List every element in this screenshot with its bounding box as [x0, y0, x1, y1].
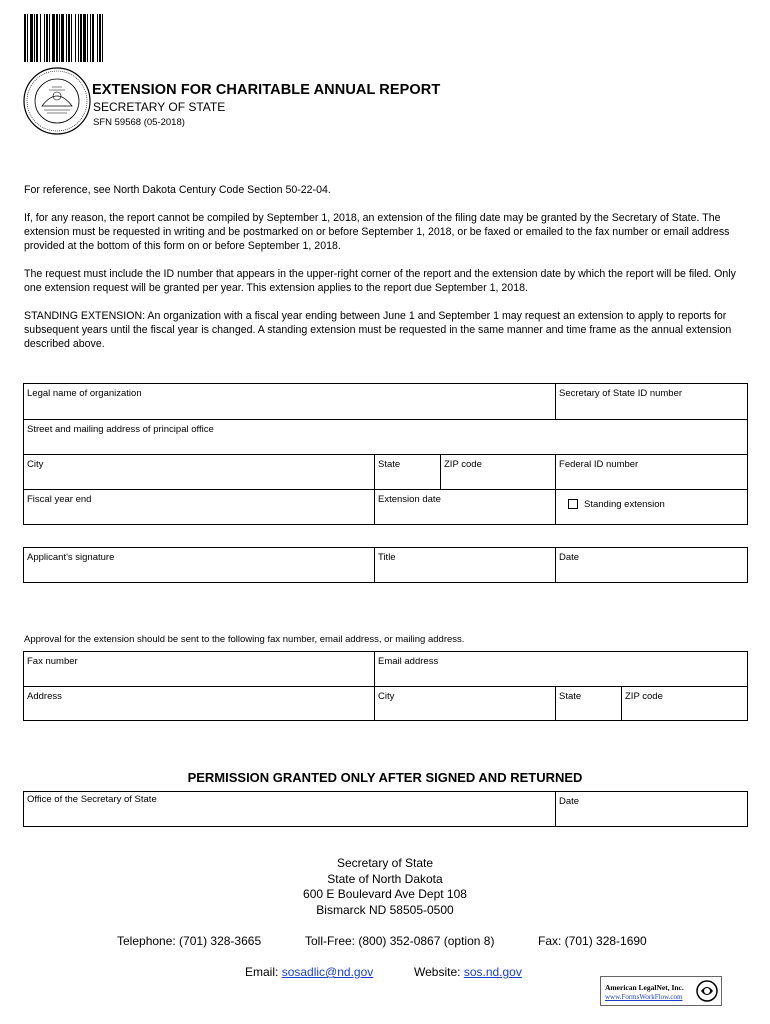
permission-heading: PERMISSION GRANTED ONLY AFTER SIGNED AND RETURNED	[187, 770, 583, 785]
telephone: Telephone: (701) 328-3665	[117, 934, 262, 948]
barcode-bar	[103, 14, 105, 62]
barcode	[24, 14, 178, 62]
instructions-paragraph-1: If, for any reason, the report cannot be compiled by September 1, 2018, an extension of the filing date may be granted by the Secretary of State. The extension must be requested in writing and be postmarked on or before September 1, 2018, or be faxed or emailed to the fax number or email address provided at the bottom of this form on or before September 1, 2018.	[24, 212, 730, 252]
email-address-label: Email address	[378, 656, 439, 667]
state-label: State	[378, 459, 401, 470]
approval-city-label: City	[378, 691, 395, 702]
mailing-line-1: Secretary of State	[336, 856, 434, 870]
office-field[interactable]	[24, 792, 556, 827]
address-label: Address	[27, 691, 62, 702]
sos-id-label: Secretary of State ID number	[559, 388, 683, 399]
title-field[interactable]	[375, 548, 556, 583]
city-field[interactable]	[24, 455, 375, 490]
federal-id-field[interactable]	[556, 455, 748, 490]
organization-info-table	[23, 383, 748, 525]
legal-name-label: Legal name of organization	[27, 388, 142, 399]
website-link[interactable]: sos.nd.gov	[463, 965, 522, 979]
website-label: Website:	[414, 965, 461, 979]
approval-zip-field[interactable]	[622, 687, 748, 721]
state-field[interactable]	[375, 455, 441, 490]
standing-extension-label: Standing extension	[584, 499, 665, 510]
legal-name-field[interactable]	[24, 384, 556, 420]
signature-date-field[interactable]	[556, 548, 748, 583]
approval-state-field[interactable]	[556, 687, 622, 721]
mailing-address	[0, 856, 770, 918]
applicant-signature-field[interactable]	[24, 548, 375, 583]
form-title: EXTENSION FOR CHARITABLE ANNUAL REPORT	[92, 82, 441, 98]
toll-free: Toll-Free: (800) 352-0867 (option 8)	[305, 934, 495, 948]
standing-extension-paragraph: STANDING EXTENSION: An organization with a fiscal year ending between June 1 and September 1 may request an extension to apply to reports for subsequent years until the fiscal year is changed. A standing extension must be requested in the same manner and time frame as the annual extension described above.	[24, 310, 732, 350]
approval-contact-table	[23, 651, 748, 721]
permission-table	[23, 791, 748, 827]
fiscal-year-end-field[interactable]	[24, 490, 375, 525]
signature-date-label: Date	[559, 552, 580, 563]
extension-date-label: Extension date	[378, 494, 441, 505]
reference-text: For reference, see North Dakota Century Code Section 50-22-04.	[24, 184, 331, 196]
zip-label: ZIP code	[444, 459, 482, 470]
email-line	[245, 965, 373, 979]
approval-state-label: State	[559, 691, 582, 702]
state-seal-icon	[22, 66, 92, 136]
mailing-line-3: 600 E Boulevard Ave Dept 108	[303, 887, 467, 901]
instructions-paragraph-2: The request must include the ID number that appears in the upper-right corner of the report and the extension date by which the report will be filed. Only one extension request will be granted per year. This extension applies to the report due September 1, 2018.	[24, 268, 736, 294]
address-field[interactable]	[24, 687, 375, 721]
email-link[interactable]: sosadlic@nd.gov	[281, 965, 374, 979]
publisher-name: American LegalNet, Inc.	[605, 983, 684, 992]
fax-number-label: Fax number	[27, 656, 78, 667]
website-line	[414, 965, 522, 979]
fax: Fax: (701) 328-1690	[538, 934, 647, 948]
fax-number-field[interactable]	[24, 652, 375, 687]
title-label: Title	[378, 552, 396, 563]
signature-table	[23, 547, 748, 583]
applicant-signature-label: Applicant's signature	[27, 552, 115, 563]
street-address-field[interactable]	[24, 420, 748, 455]
agency-name: SECRETARY OF STATE	[93, 100, 226, 114]
federal-id-label: Federal ID number	[559, 459, 639, 470]
approval-note: Approval for the extension should be sent to the following fax number, email address, or mailing address.	[24, 634, 465, 645]
approval-city-field[interactable]	[375, 687, 556, 721]
city-label: City	[27, 459, 44, 470]
form-number: SFN 59568 (05-2018)	[93, 117, 185, 128]
email-label: Email:	[245, 965, 279, 979]
mailing-line-2: State of North Dakota	[327, 871, 443, 886]
permission-date-label: Date	[559, 796, 580, 807]
mailing-line-4: Bismarck ND 58505-0500	[316, 902, 454, 917]
standing-extension-cell	[556, 490, 748, 525]
sos-id-field[interactable]	[556, 384, 748, 420]
office-label: Office of the Secretary of State	[27, 794, 157, 805]
approval-zip-label: ZIP code	[625, 691, 663, 702]
street-address-label: Street and mailing address of principal office	[27, 424, 214, 435]
email-address-field[interactable]	[375, 652, 748, 687]
publisher-logo-icon	[695, 979, 719, 1003]
fiscal-year-end-label: Fiscal year end	[27, 494, 92, 505]
publisher-badge	[600, 976, 722, 1006]
publisher-url[interactable]: www.FormsWorkFlow.com	[605, 993, 683, 1001]
zip-field[interactable]	[441, 455, 556, 490]
permission-date-field[interactable]	[556, 792, 748, 827]
extension-date-field[interactable]	[375, 490, 556, 525]
standing-extension-checkbox[interactable]	[568, 499, 578, 509]
